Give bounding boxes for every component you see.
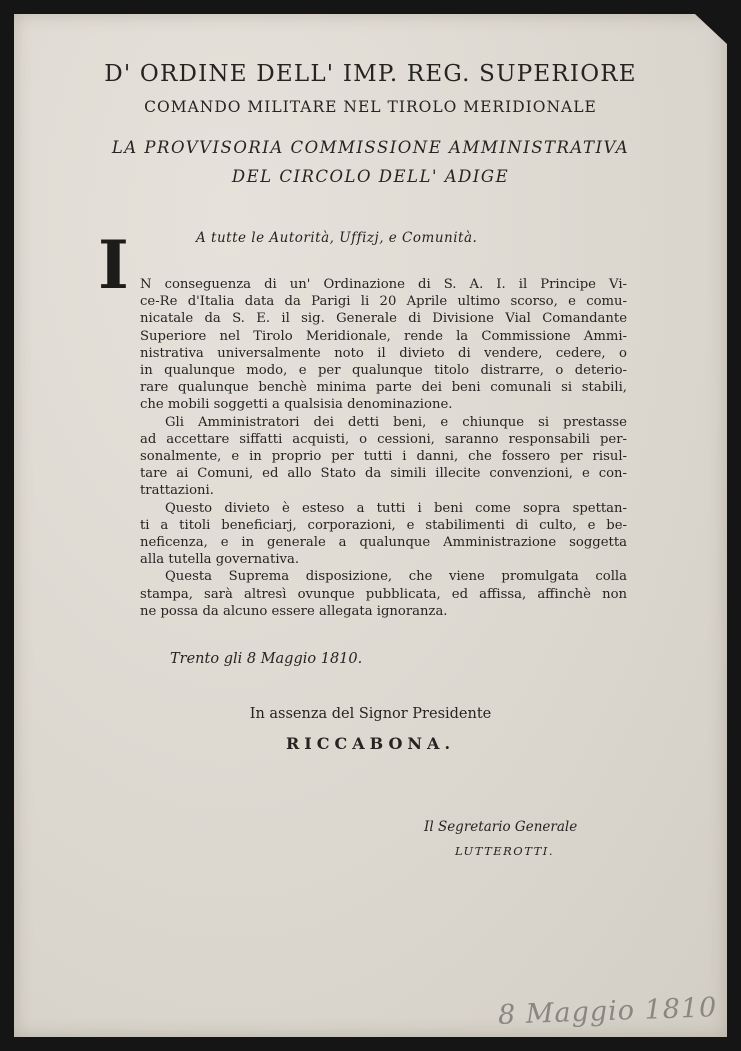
body-line: ti a titoli beneficiarj, corporazioni, e stabilimenti di culto, e be- xyxy=(140,517,627,533)
body-line: Questa Suprema disposizione, che viene promulgata colla xyxy=(165,569,627,585)
body-line: in qualunque modo, e per qualunque titolo distrarre, o deterio- xyxy=(140,363,627,379)
handwritten-date-note: 8 Maggio 1810 xyxy=(497,992,718,1031)
body-line: nicatale da S. E. il sig. Generale di Divisione Vial Comandante xyxy=(140,311,627,327)
secretary-title: Il Segretario Generale xyxy=(424,819,578,835)
body-line: sonalmente, e in proprio per tutti i danni, che fossero per risul- xyxy=(140,449,627,465)
body-line: che mobili soggetti a qualsisia denominazione. xyxy=(140,397,453,413)
body-line: alla tutella governativa. xyxy=(140,552,300,568)
body-line: N conseguenza di un' Ordinazione di S. A. I. il Principe Vi- xyxy=(140,277,627,292)
body-line: stampa, sarà altresì ovunque pubblicata, ed affissa, affinchè non xyxy=(140,586,627,602)
header-line-4: DEL CIRCOLO DELL' ADIGE xyxy=(231,167,510,186)
body-line: ce-Re d'Italia data da Parigi li 20 Aprile ultimo scorso, e comu- xyxy=(140,294,627,310)
secretary-name: LUTTEROTTI. xyxy=(455,844,554,858)
body-line: ad accettare siffatti acquisti, o cessioni, saranno responsabili per- xyxy=(140,431,627,447)
body-line: rare qualunque benchè minima parte dei beni comunali si stabili, xyxy=(140,380,627,396)
body-line: nistrativa universalmente noto il divieto di vendere, cedere, o xyxy=(140,345,627,361)
header-line-3: LA PROVVISORIA COMMISSIONE AMMINISTRATIVA xyxy=(111,138,630,157)
body-line: neficenza, e in generale a qualunque Amministrazione soggetta xyxy=(140,535,627,551)
absence-line: In assenza del Signor Presidente xyxy=(249,706,492,722)
body-line: ne possa da alcuno essere allegata ignoranza. xyxy=(140,603,448,619)
body-text xyxy=(140,276,627,620)
body-line: trattazioni. xyxy=(140,483,214,499)
header-line-2: COMANDO MILITARE NEL TIROLO MERIDIONALE xyxy=(144,98,597,116)
signatory-name: RICCABONA. xyxy=(285,734,456,753)
drop-cap: I xyxy=(98,226,129,304)
header-line-1: D' ORDINE DELL' IMP. REG. SUPERIORE xyxy=(104,61,637,87)
document-sheet xyxy=(14,14,727,1037)
body-line: tare ai Comuni, ed allo Stato da simili illecite convenzioni, e con- xyxy=(140,466,627,482)
body-line: Superiore nel Tirolo Meridionale, rende la Commissione Ammi- xyxy=(140,328,627,344)
address-line: A tutte le Autorità, Uffizj, e Comunità. xyxy=(196,230,478,246)
torn-corner xyxy=(687,14,727,54)
date-line: Trento gli 8 Maggio 1810. xyxy=(170,651,363,667)
body-line: Questo divieto è esteso a tutti i beni come sopra spettan- xyxy=(165,500,627,516)
body-line: Gli Amministratori dei detti beni, e chiunque si prestasse xyxy=(165,414,627,430)
